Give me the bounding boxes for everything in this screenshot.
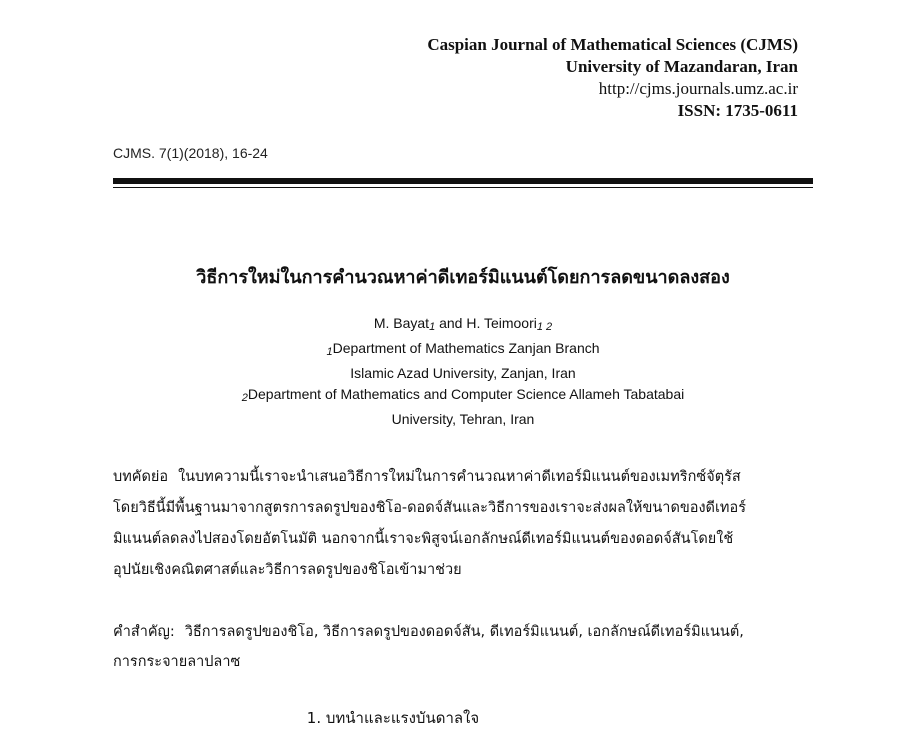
author-and: and (439, 315, 463, 331)
abstract-line-2: โดยวิธีนี้มีพื้นฐานมาจากสูตรการลดรูปของชิโอ-ดอดจ์สันและวิธีการของเราจะส่งผลให้ขนาดของดีเทอร์ (113, 500, 746, 516)
keywords-line-2: การกระจายลาปลาซ (113, 654, 241, 670)
author-1-mark: 1 (429, 321, 436, 333)
journal-university: University of Mazandaran, Iran (565, 57, 798, 76)
journal-header (427, 34, 798, 122)
paper-title: วิธีการใหม่ในการคำนวณหาค่าดีเทอร์มิแนนต์โดยการลดขนาดลงสอง (196, 267, 730, 288)
affiliation-2-line-2: University, Tehran, Iran (391, 411, 535, 427)
author-block (113, 313, 813, 430)
citation: CJMS. 7(1)(2018), 16-24 (113, 145, 268, 161)
affiliation-2-mark: 2 (241, 392, 248, 404)
abstract-line-1: บทคัดย่อ ในบทความนี้เราจะนำเสนอวิธีการใหม่ในการคำนวณหาค่าดีเทอร์มิแนนต์ของเมทริกซ์จัตุรัส (113, 469, 741, 485)
author-2-mark: 1 2 (536, 321, 553, 333)
affiliation-1-mark: 1 (326, 346, 333, 358)
affiliation-1-line-2: Islamic Azad University, Zanjan, Iran (350, 365, 576, 381)
affiliation-2-line-1: 2Department of Mathematics and Computer Science Allameh Tabatabai (241, 386, 685, 404)
abstract-label: บทคัดย่อ (113, 469, 169, 485)
affiliation-1-line-1: 1Department of Mathematics Zanjan Branch (326, 340, 600, 358)
author-2: H. Teimoori (466, 315, 537, 331)
keywords (113, 617, 813, 677)
abstract-line-3: มิแนนต์ลดลงไปสองโดยอัตโนมัติ นอกจากนี้เราจะพิสูจน์เอกลักษณ์ดีเทอร์มิแนนต์ของดอดจ์สันโดยใช้ (113, 531, 734, 547)
journal-url[interactable]: http://cjms.journals.umz.ac.ir (598, 79, 798, 98)
keywords-line-1: คำสำคัญ: วิธีการลดรูปของชิโอ, วิธีการลดรูปของดอดจ์สัน, ดีเทอร์มิแนนต์, เอกลักษณ์ดีเทอร์มิแนนต์, (113, 624, 744, 640)
section-heading-1: 1. บทนำและแรงบันดาลใจ (306, 709, 480, 727)
keywords-label: คำสำคัญ: (113, 624, 175, 640)
header-rule-thin (113, 187, 813, 188)
journal-issn: ISSN: 1735-0611 (677, 101, 798, 120)
journal-name: Caspian Journal of Mathematical Sciences (CJMS) (427, 35, 798, 54)
author-line (113, 313, 813, 338)
header-rule-thick (113, 178, 813, 184)
abstract (113, 462, 813, 586)
abstract-line-4: อุปนัยเชิงคณิตศาสต์และวิธีการลดรูปของชิโอเข้ามาช่วย (113, 562, 462, 578)
author-1: M. Bayat (373, 315, 430, 331)
